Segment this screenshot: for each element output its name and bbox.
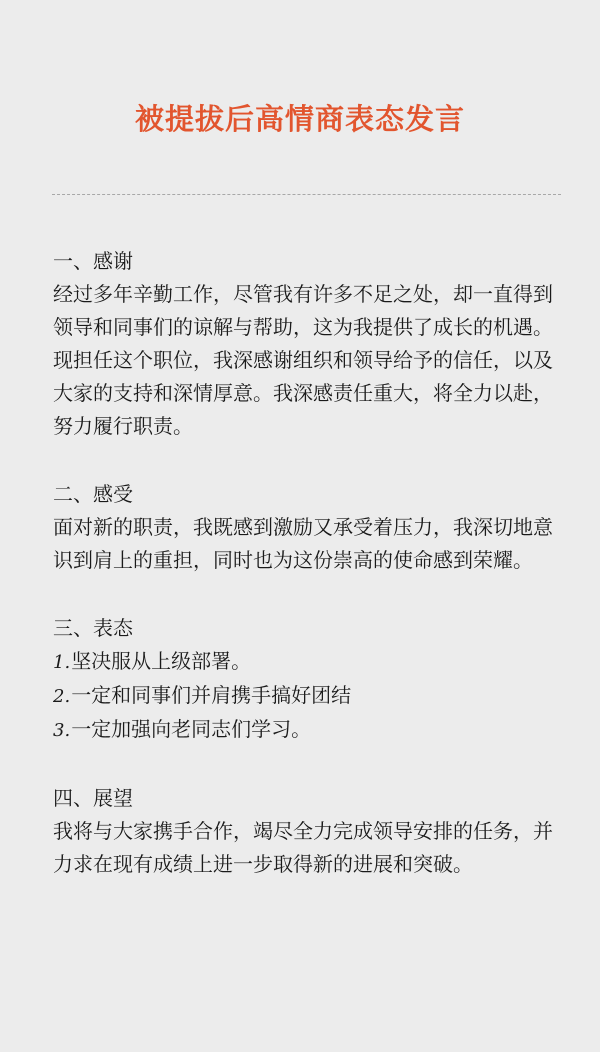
section-paragraph: 面对新的职责，我既感到激励又承受着压力，我深切地意识到肩上的重担，同时也为这份崇高的使命感到荣耀。 <box>53 515 553 572</box>
list-item-text: 一定加强向老同志们学习。 <box>71 717 312 741</box>
section-feelings <box>53 478 553 577</box>
list-item-number: 3. <box>53 720 71 741</box>
section-heading: 四、展望 <box>53 786 133 810</box>
section-outlook <box>53 782 553 881</box>
section-commitment <box>53 612 553 747</box>
list-item-number: 1. <box>53 652 71 673</box>
list-item <box>53 679 553 713</box>
list-item-text: 坚决服从上级部署。 <box>71 649 252 673</box>
section-heading: 一、感谢 <box>53 249 133 273</box>
document-body <box>53 245 553 916</box>
list-item-number: 2. <box>53 686 71 707</box>
section-thanks <box>53 245 553 443</box>
list-item-text: 一定和同事们并肩携手搞好团结 <box>71 683 352 707</box>
list-item <box>53 713 553 747</box>
list-item <box>53 645 553 679</box>
section-heading: 二、感受 <box>53 482 133 506</box>
section-heading: 三、表态 <box>53 616 133 640</box>
page-title: 被提拔后高情商表态发言 <box>134 102 465 136</box>
dashed-divider <box>52 194 561 195</box>
section-paragraph: 经过多年辛勤工作，尽管我有许多不足之处，却一直得到领导和同事们的谅解与帮助，这为我提供了成长的机遇。现担任这个职位，我深感谢组织和领导给予的信任，以及大家的支持和深情厚意。我深感责任重大，将全力以赴，努力履行职责。 <box>53 282 553 438</box>
section-paragraph: 我将与大家携手合作，竭尽全力完成领导安排的任务，并力求在现有成绩上进一步取得新的进展和突破。 <box>53 819 553 876</box>
